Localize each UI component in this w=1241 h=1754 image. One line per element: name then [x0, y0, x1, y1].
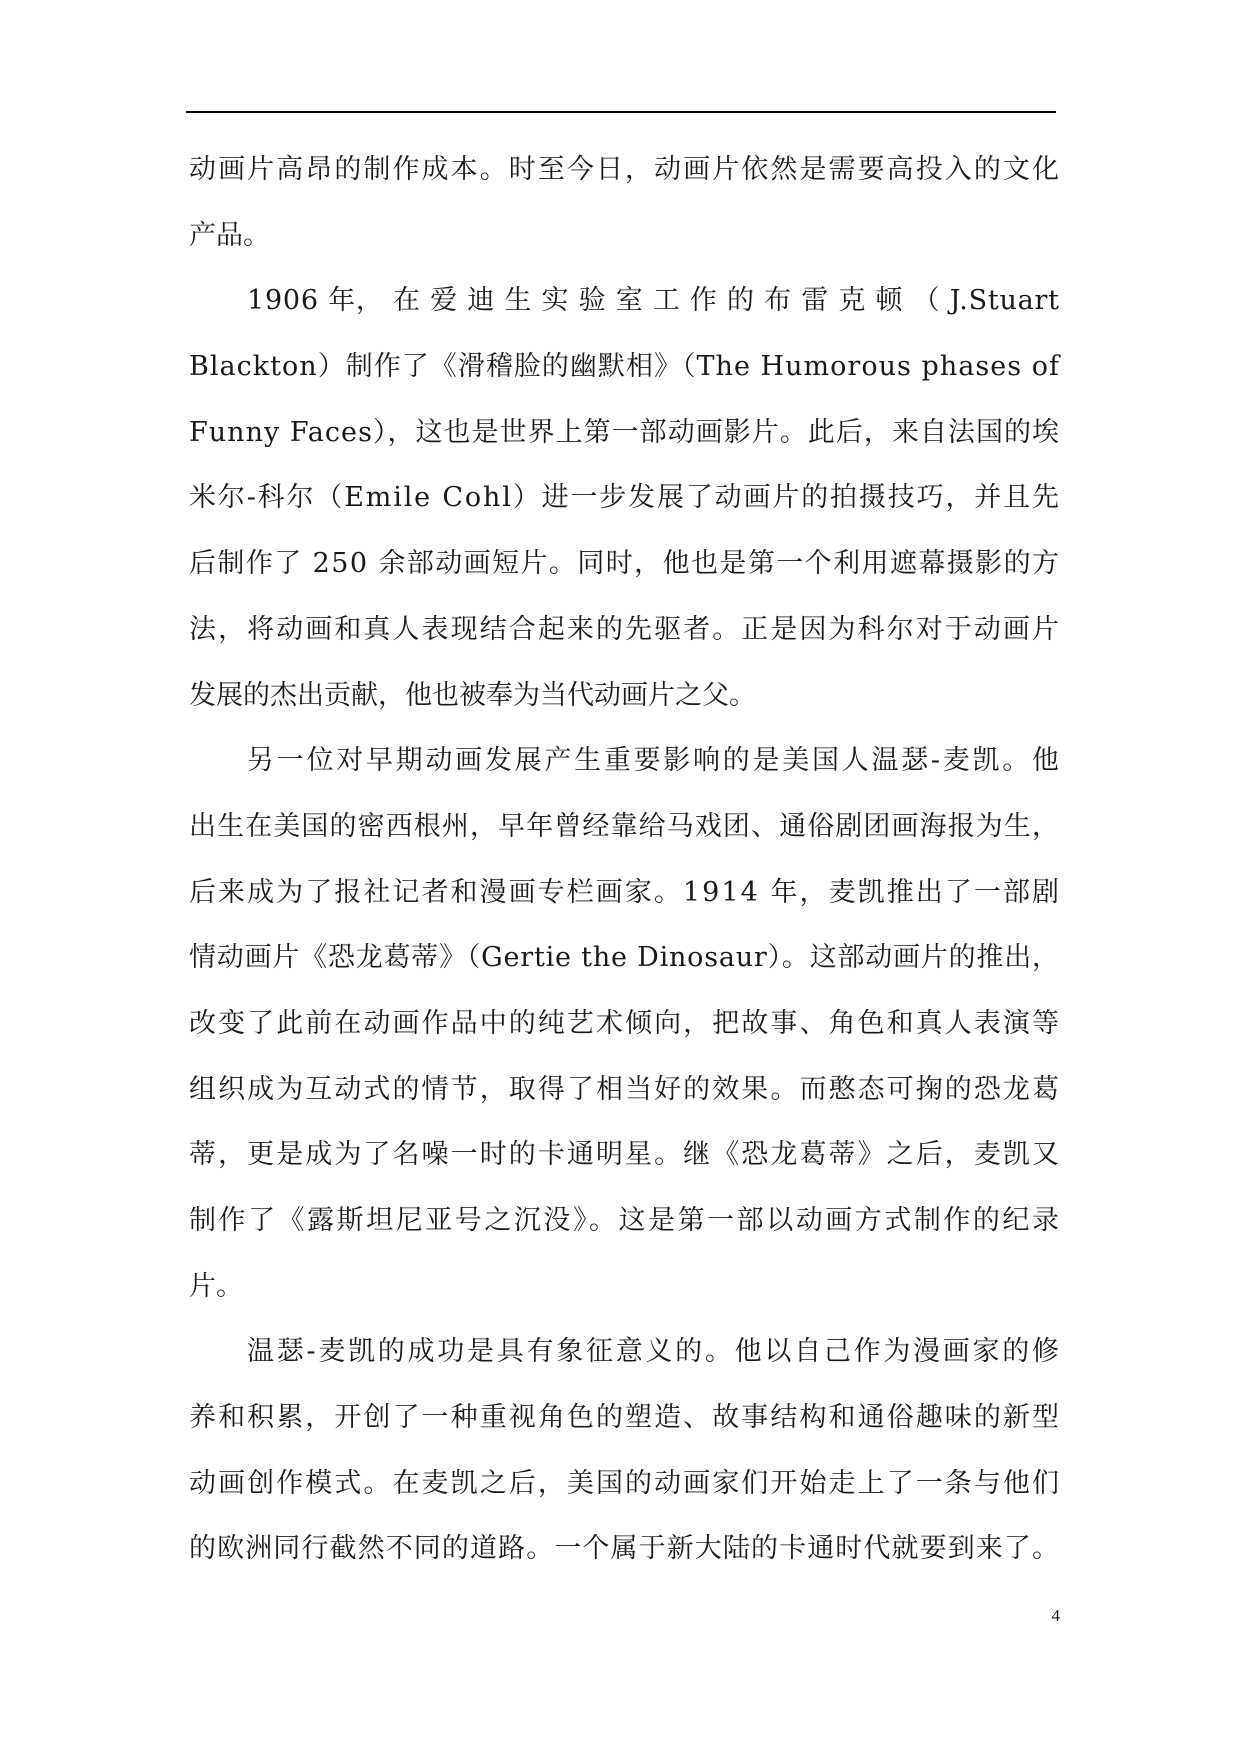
text-line: 法，将动画和真人表现结合起来的先驱者。正是因为科尔对于动画片	[189, 613, 1062, 645]
text-line: 另一位对早期动画发展产生重要影响的是美国人温瑟-麦凯。他	[247, 745, 1062, 777]
text-line: 米尔-科尔（Emile Cohl）进一步发展了动画片的拍摄技巧，并且先	[189, 482, 1061, 514]
text-line: 温瑟-麦凯的成功是具有象征意义的。他以自己作为漫画家的修	[247, 1336, 1062, 1368]
text-line: 后制作了 250 余部动画短片。同时，他也是第一个利用遮幕摄影的方	[189, 548, 1061, 580]
text-line: 后来成为了报社记者和漫画专栏画家。1914 年，麦凯推出了一部剧	[189, 876, 1062, 908]
text-line: 养和积累，开创了一种重视角色的塑造、故事结构和通俗趣味的新型	[189, 1402, 1062, 1434]
text-line: 组织成为互动式的情节，取得了相当好的效果。而憨态可掬的恐龙葛	[189, 1073, 1062, 1105]
text-line: 动画片高昂的制作成本。时至今日，动画片依然是需要高投入的文化	[189, 154, 1062, 185]
text-line: 的欧洲同行截然不同的道路。一个属于新大陆的卡通时代就要到来了。	[189, 1533, 1061, 1565]
text-line: 1906 年， 在 爱 迪 生 实 验 室 工 作 的 布 雷 克 顿 （ J.Stuart	[247, 285, 1060, 317]
text-line: 蒂，更是成为了名噪一时的卡通明星。继《恐龙葛蒂》之后，麦凯又	[189, 1139, 1062, 1171]
body-text	[189, 154, 1062, 1600]
text-line: 情动画片《恐龙葛蒂》（Gertie the Dinosaur）。这部动画片的推出，	[189, 942, 1060, 974]
text-line: Funny Faces），这也是世界上第一部动画影片。此后，来自法国的埃	[189, 416, 1061, 448]
text-line: 出生在美国的密西根州，早年曾经靠给马戏团、通俗剧团画海报为生，	[189, 810, 1061, 842]
text-line: 制作了《露斯坦尼亚号之沉没》。这是第一部以动画方式制作的纪录	[189, 1205, 1062, 1236]
text-line: 改变了此前在动画作品中的纯艺术倾向，把故事、角色和真人表演等	[189, 1007, 1062, 1039]
text-line: 片。	[189, 1270, 243, 1302]
text-line: Blackton）制作了《滑稽脸的幽默相》（The Humorous phases of	[189, 351, 1061, 383]
header-rule	[186, 111, 1056, 113]
text-line: 动画创作模式。在麦凯之后，美国的动画家们开始走上了一条与他们	[189, 1467, 1062, 1499]
page-number: 4	[1051, 1606, 1060, 1625]
text-line: 产品。	[189, 219, 270, 251]
text-line: 发展的杰出贡献，他也被奉为当代动画片之父。	[189, 679, 756, 711]
